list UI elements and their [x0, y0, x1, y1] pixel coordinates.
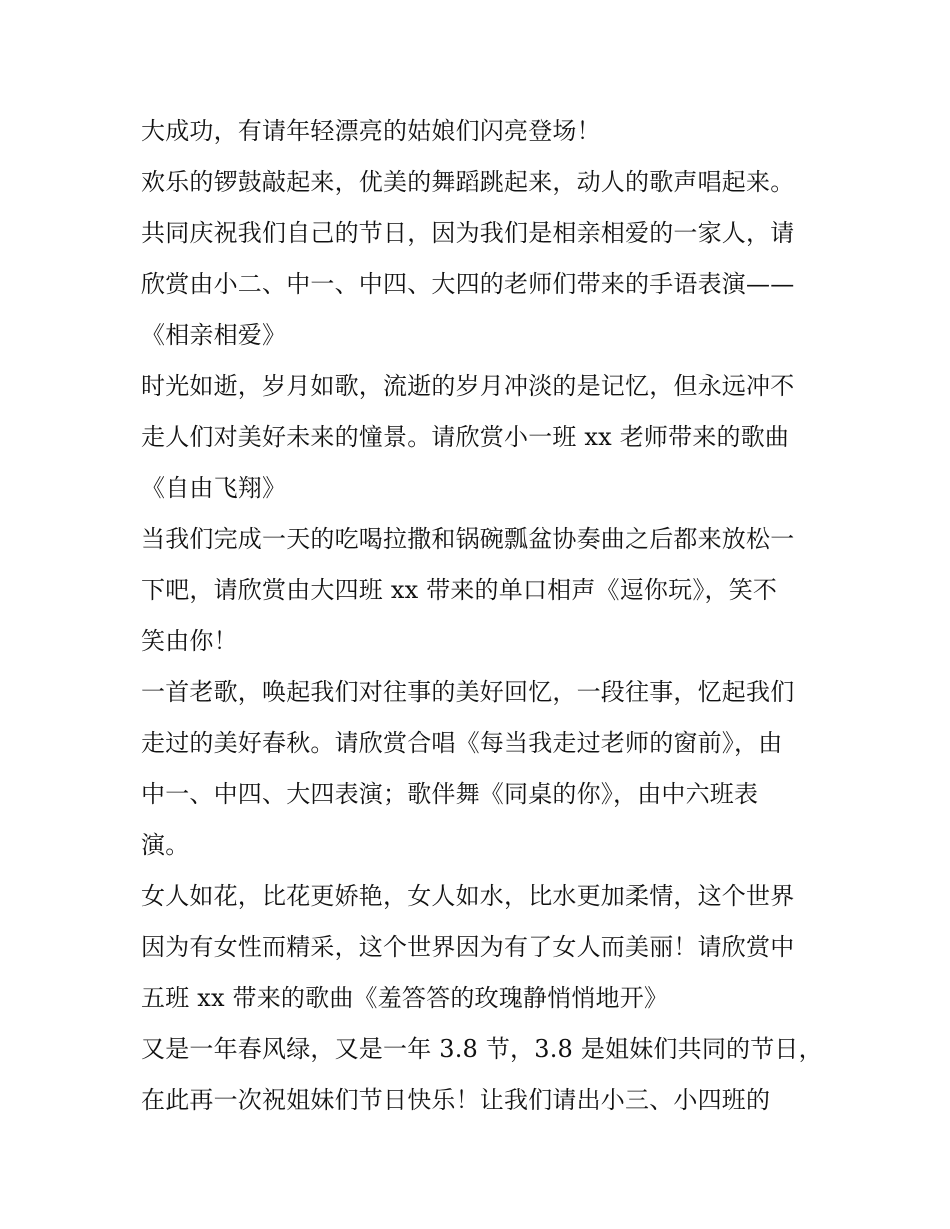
text-line: 五班 xx 带来的歌曲《羞答答的玫瑰静悄悄地开》 [141, 984, 669, 1012]
text-line: 一首老歌，唤起我们对往事的美好回忆，一段往事，忆起我们 [141, 678, 795, 706]
text-line: 欣赏由小二、中一、中四、大四的老师们带来的手语表演—— [141, 270, 795, 298]
text-line: 笑由你！ [141, 627, 238, 655]
text-line: 又是一年春风绿，又是一年 3.8 节，3.8 是姐妹们共同的节日， [141, 1035, 823, 1063]
text-line: 走人们对美好未来的憧景。请欣赏小一班 xx 老师带来的歌曲 [141, 423, 790, 451]
text-line: 走过的美好春秋。请欣赏合唱《每当我走过老师的窗前》，由 [141, 729, 783, 757]
text-line: 女人如花，比花更娇艳，女人如水，比水更加柔情，这个世界 [141, 882, 795, 910]
document-body [141, 106, 821, 1126]
text-line: 因为有女性而精采，这个世界因为有了女人而美丽！请欣赏中 [141, 933, 795, 961]
text-line: 《自由飞翔》 [141, 474, 287, 502]
text-line: 当我们完成一天的吃喝拉撒和锅碗瓢盆协奏曲之后都来放松一 [141, 525, 795, 553]
text-line: 共同庆祝我们自己的节日，因为我们是相亲相爱的一家人，请 [141, 219, 795, 247]
text-line: 欢乐的锣鼓敲起来，优美的舞蹈跳起来，动人的歌声唱起来。 [141, 168, 795, 196]
text-line: 下吧，请欣赏由大四班 xx 带来的单口相声《逗你玩》，笑不 [141, 576, 778, 604]
text-line: 《相亲相爱》 [141, 321, 287, 349]
text-line: 时光如逝，岁月如歌，流逝的岁月冲淡的是记忆，但永远冲不 [141, 372, 795, 400]
text-line: 大成功，有请年轻漂亮的姑娘们闪亮登场！ [141, 117, 601, 145]
text-line: 演。 [141, 831, 190, 859]
text-line: 在此再一次祝姐妹们节日快乐！让我们请出小三、小四班的 [141, 1086, 771, 1114]
text-line: 中一、中四、大四表演；歌伴舞《同桌的你》，由中六班表 [141, 780, 759, 808]
